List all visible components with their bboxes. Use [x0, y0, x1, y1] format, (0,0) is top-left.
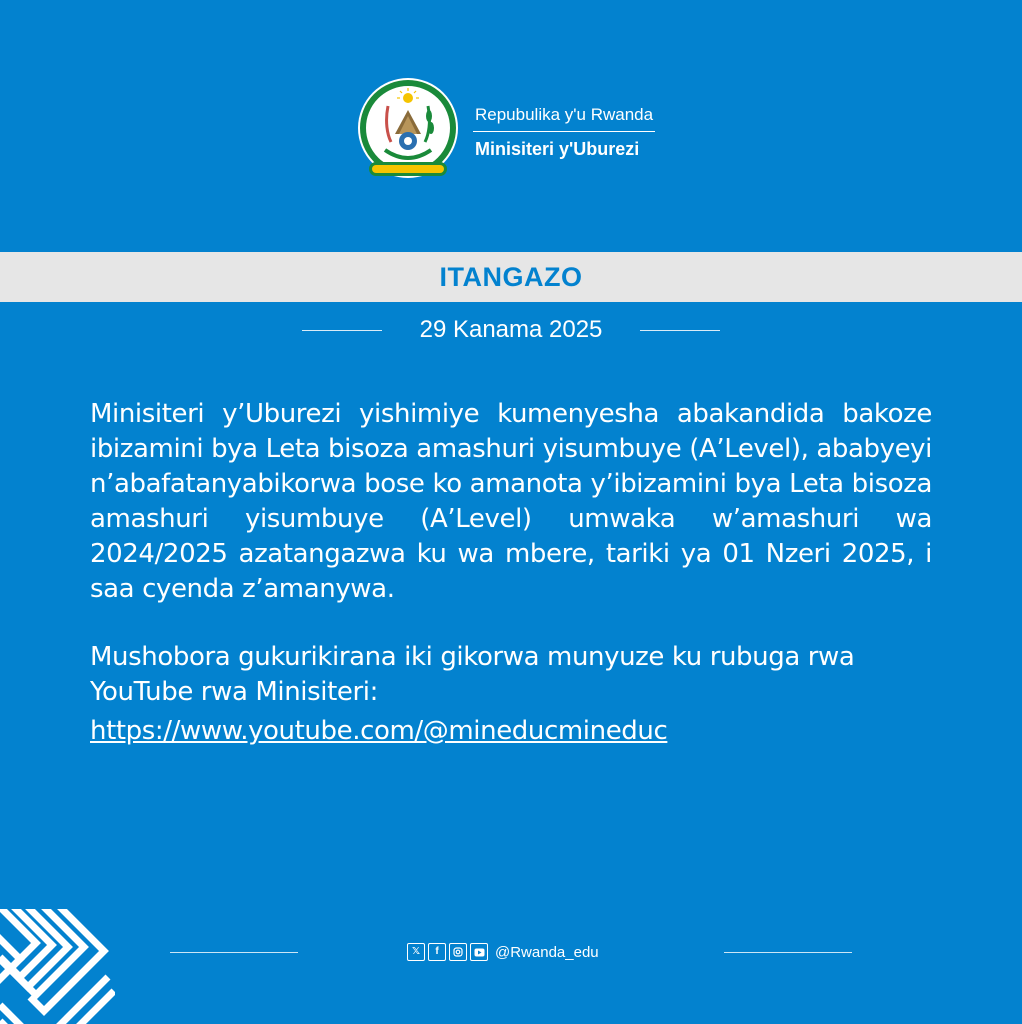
decorative-corner-pattern: [0, 909, 115, 1024]
follow-instructions: Mushobora gukurikirana iki gikorwa munyuze ku rubuga rwa YouTube rwa Minisiteri:: [90, 642, 855, 707]
date-row: [0, 316, 1022, 344]
footer: [0, 940, 1022, 964]
ministry-name: Minisiteri y'Uburezi: [475, 138, 640, 159]
footer-divider-right: [724, 952, 852, 953]
rwanda-coat-of-arms-emblem: [355, 76, 461, 188]
announcement-banner: [0, 252, 1022, 302]
banner-title: ITANGAZO: [439, 261, 583, 292]
ministry-header: [355, 76, 655, 188]
youtube-icon[interactable]: [470, 943, 488, 961]
youtube-channel-link[interactable]: https://www.youtube.com/@mineducmineduc: [90, 716, 668, 746]
social-handle: @Rwanda_edu: [495, 943, 599, 961]
announcement-text: Minisiteri y’Uburezi yishimiye kumenyesha abakandida bakoze ibizamini bya Leta bisoza amashuri yisumbuye (A’Level), ababyeyi n’abafatanyabikorwa bose ko amanota y’ibizamini bya Leta bisoza amashuri yisumbuye (A’Level) umwaka w’amashuri wa 2024/2025 azatangazwa ku wa mbere, tariki ya 01 Nzeri 2025, i saa cyenda z’amanywa.: [90, 399, 932, 604]
social-links: [407, 943, 599, 961]
date-divider-right: [640, 330, 720, 331]
footer-divider-left: [170, 952, 298, 953]
country-name: Repubulika y'u Rwanda: [473, 105, 655, 132]
instagram-icon[interactable]: [449, 943, 467, 961]
date-divider-left: [302, 330, 382, 331]
announcement-date: 29 Kanama 2025: [419, 316, 603, 343]
x-icon[interactable]: 𝕏: [407, 943, 425, 961]
facebook-icon[interactable]: f: [428, 943, 446, 961]
